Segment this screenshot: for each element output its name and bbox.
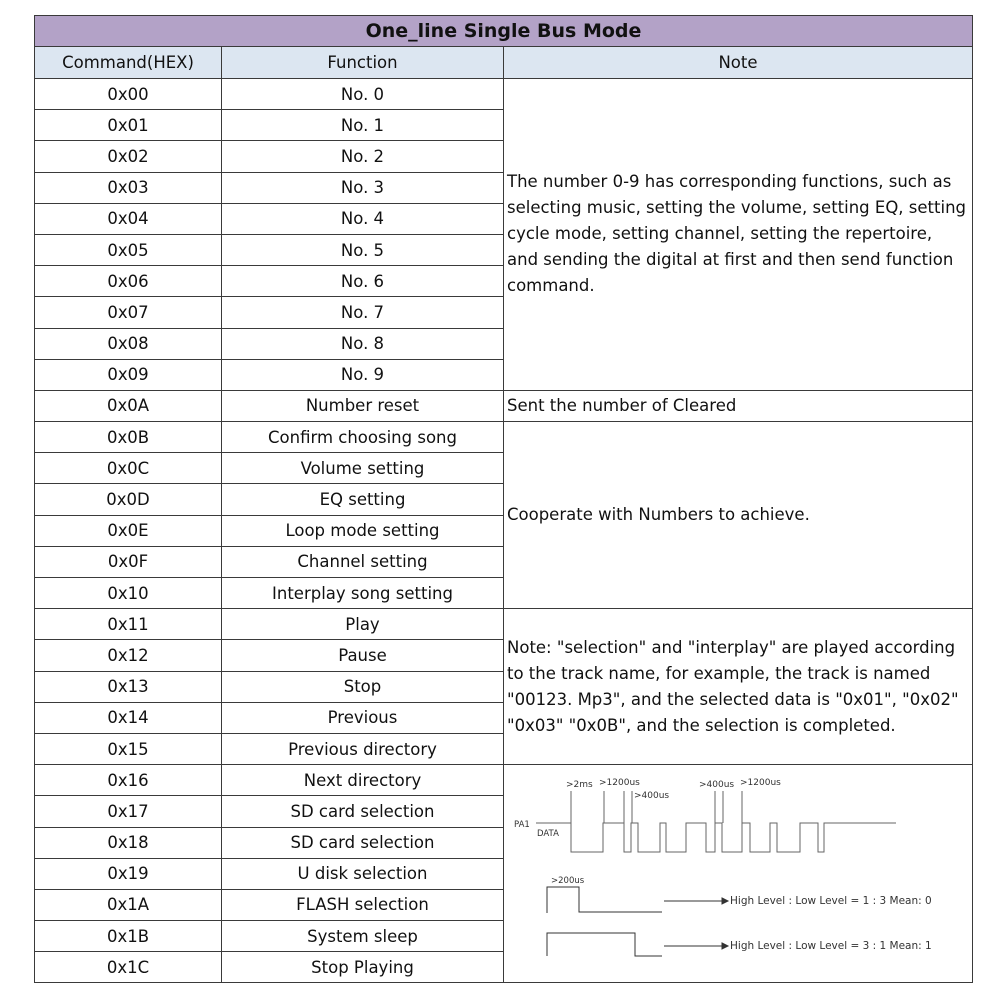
legend-bit-0: High Level : Low Level = 1 : 3 Mean: 0 [730,895,932,908]
function-cell: No. 9 [222,359,504,390]
command-cell: 0x09 [35,359,222,390]
function-cell: Pause [222,640,504,671]
column-header-command: Command(HEX) [35,47,222,79]
command-cell: 0x0B [35,422,222,453]
function-cell: No. 8 [222,328,504,359]
table-row [35,422,973,453]
command-cell: 0x02 [35,141,222,172]
command-cell: 0x11 [35,609,222,640]
function-cell: Previous directory [222,733,504,764]
legend-bit-1: High Level : Low Level = 3 : 1 Mean: 1 [730,940,932,953]
function-cell: Play [222,609,504,640]
function-cell: FLASH selection [222,889,504,920]
function-cell: No. 7 [222,297,504,328]
command-cell: 0x0F [35,546,222,577]
function-cell: Volume setting [222,453,504,484]
function-cell: SD card selection [222,827,504,858]
command-cell: 0x05 [35,234,222,265]
table-title: One_line Single Bus Mode [35,16,973,47]
command-cell: 0x18 [35,827,222,858]
command-table [34,15,973,983]
command-cell: 0x07 [35,297,222,328]
note-selection: Note: "selection" and "interplay" are played according to the track name, for example, the track is named "00123. Mp3", and the selected data is "0x01", "0x02" "0x03" "0x0B", and the selection is completed. [504,609,973,765]
command-cell: 0x1C [35,952,222,983]
note-reset: Sent the number of Cleared [504,390,973,421]
function-cell: U disk selection [222,858,504,889]
note-cooperate: Cooperate with Numbers to achieve. [504,422,973,609]
command-cell: 0x0D [35,484,222,515]
function-cell: Next directory [222,765,504,796]
column-header-note: Note [504,47,973,79]
command-cell: 0x0A [35,390,222,421]
function-cell: System sleep [222,921,504,952]
timing-diagram-cell [504,765,973,983]
table-row [35,79,973,110]
table-row [35,390,973,421]
timing-label: >2ms [566,780,593,791]
function-cell: No. 5 [222,234,504,265]
command-cell: 0x1B [35,921,222,952]
command-cell: 0x03 [35,172,222,203]
command-cell: 0x06 [35,266,222,297]
function-cell: Confirm choosing song [222,422,504,453]
function-cell: No. 0 [222,79,504,110]
table-row [35,765,973,796]
function-cell: Previous [222,702,504,733]
note-numbers: The number 0-9 has corresponding functions, such as selecting music, setting the volume, setting EQ, setting cycle mode, setting channel, setting the repertoire, and sending the digital at first and then send function command. [504,79,973,391]
command-cell: 0x12 [35,640,222,671]
command-cell: 0x10 [35,578,222,609]
command-cell: 0x15 [35,733,222,764]
signal-label: PA1 [514,820,530,831]
function-cell: No. 6 [222,266,504,297]
function-cell: Number reset [222,390,504,421]
function-cell: No. 3 [222,172,504,203]
timing-label: >1200us [740,778,781,789]
function-cell: Channel setting [222,546,504,577]
function-cell: No. 1 [222,110,504,141]
command-cell: 0x19 [35,858,222,889]
table-row [35,609,973,640]
command-cell: 0x01 [35,110,222,141]
command-cell: 0x0C [35,453,222,484]
function-cell: No. 4 [222,203,504,234]
function-cell: Interplay song setting [222,578,504,609]
column-header-function: Function [222,47,504,79]
timing-label: >400us [699,780,735,791]
function-cell: SD card selection [222,796,504,827]
command-cell: 0x0E [35,515,222,546]
command-cell: 0x00 [35,79,222,110]
function-cell: No. 2 [222,141,504,172]
pulse-label: >200us [551,876,585,887]
command-cell: 0x1A [35,889,222,920]
timing-label: >1200us [599,778,640,789]
timing-diagram [504,765,972,981]
command-cell: 0x04 [35,203,222,234]
data-label: DATA [537,829,559,840]
command-cell: 0x16 [35,765,222,796]
function-cell: Stop Playing [222,952,504,983]
command-cell: 0x13 [35,671,222,702]
timing-label: >400us [634,791,670,802]
command-cell: 0x08 [35,328,222,359]
command-cell: 0x14 [35,702,222,733]
function-cell: Stop [222,671,504,702]
function-cell: Loop mode setting [222,515,504,546]
function-cell: EQ setting [222,484,504,515]
command-cell: 0x17 [35,796,222,827]
